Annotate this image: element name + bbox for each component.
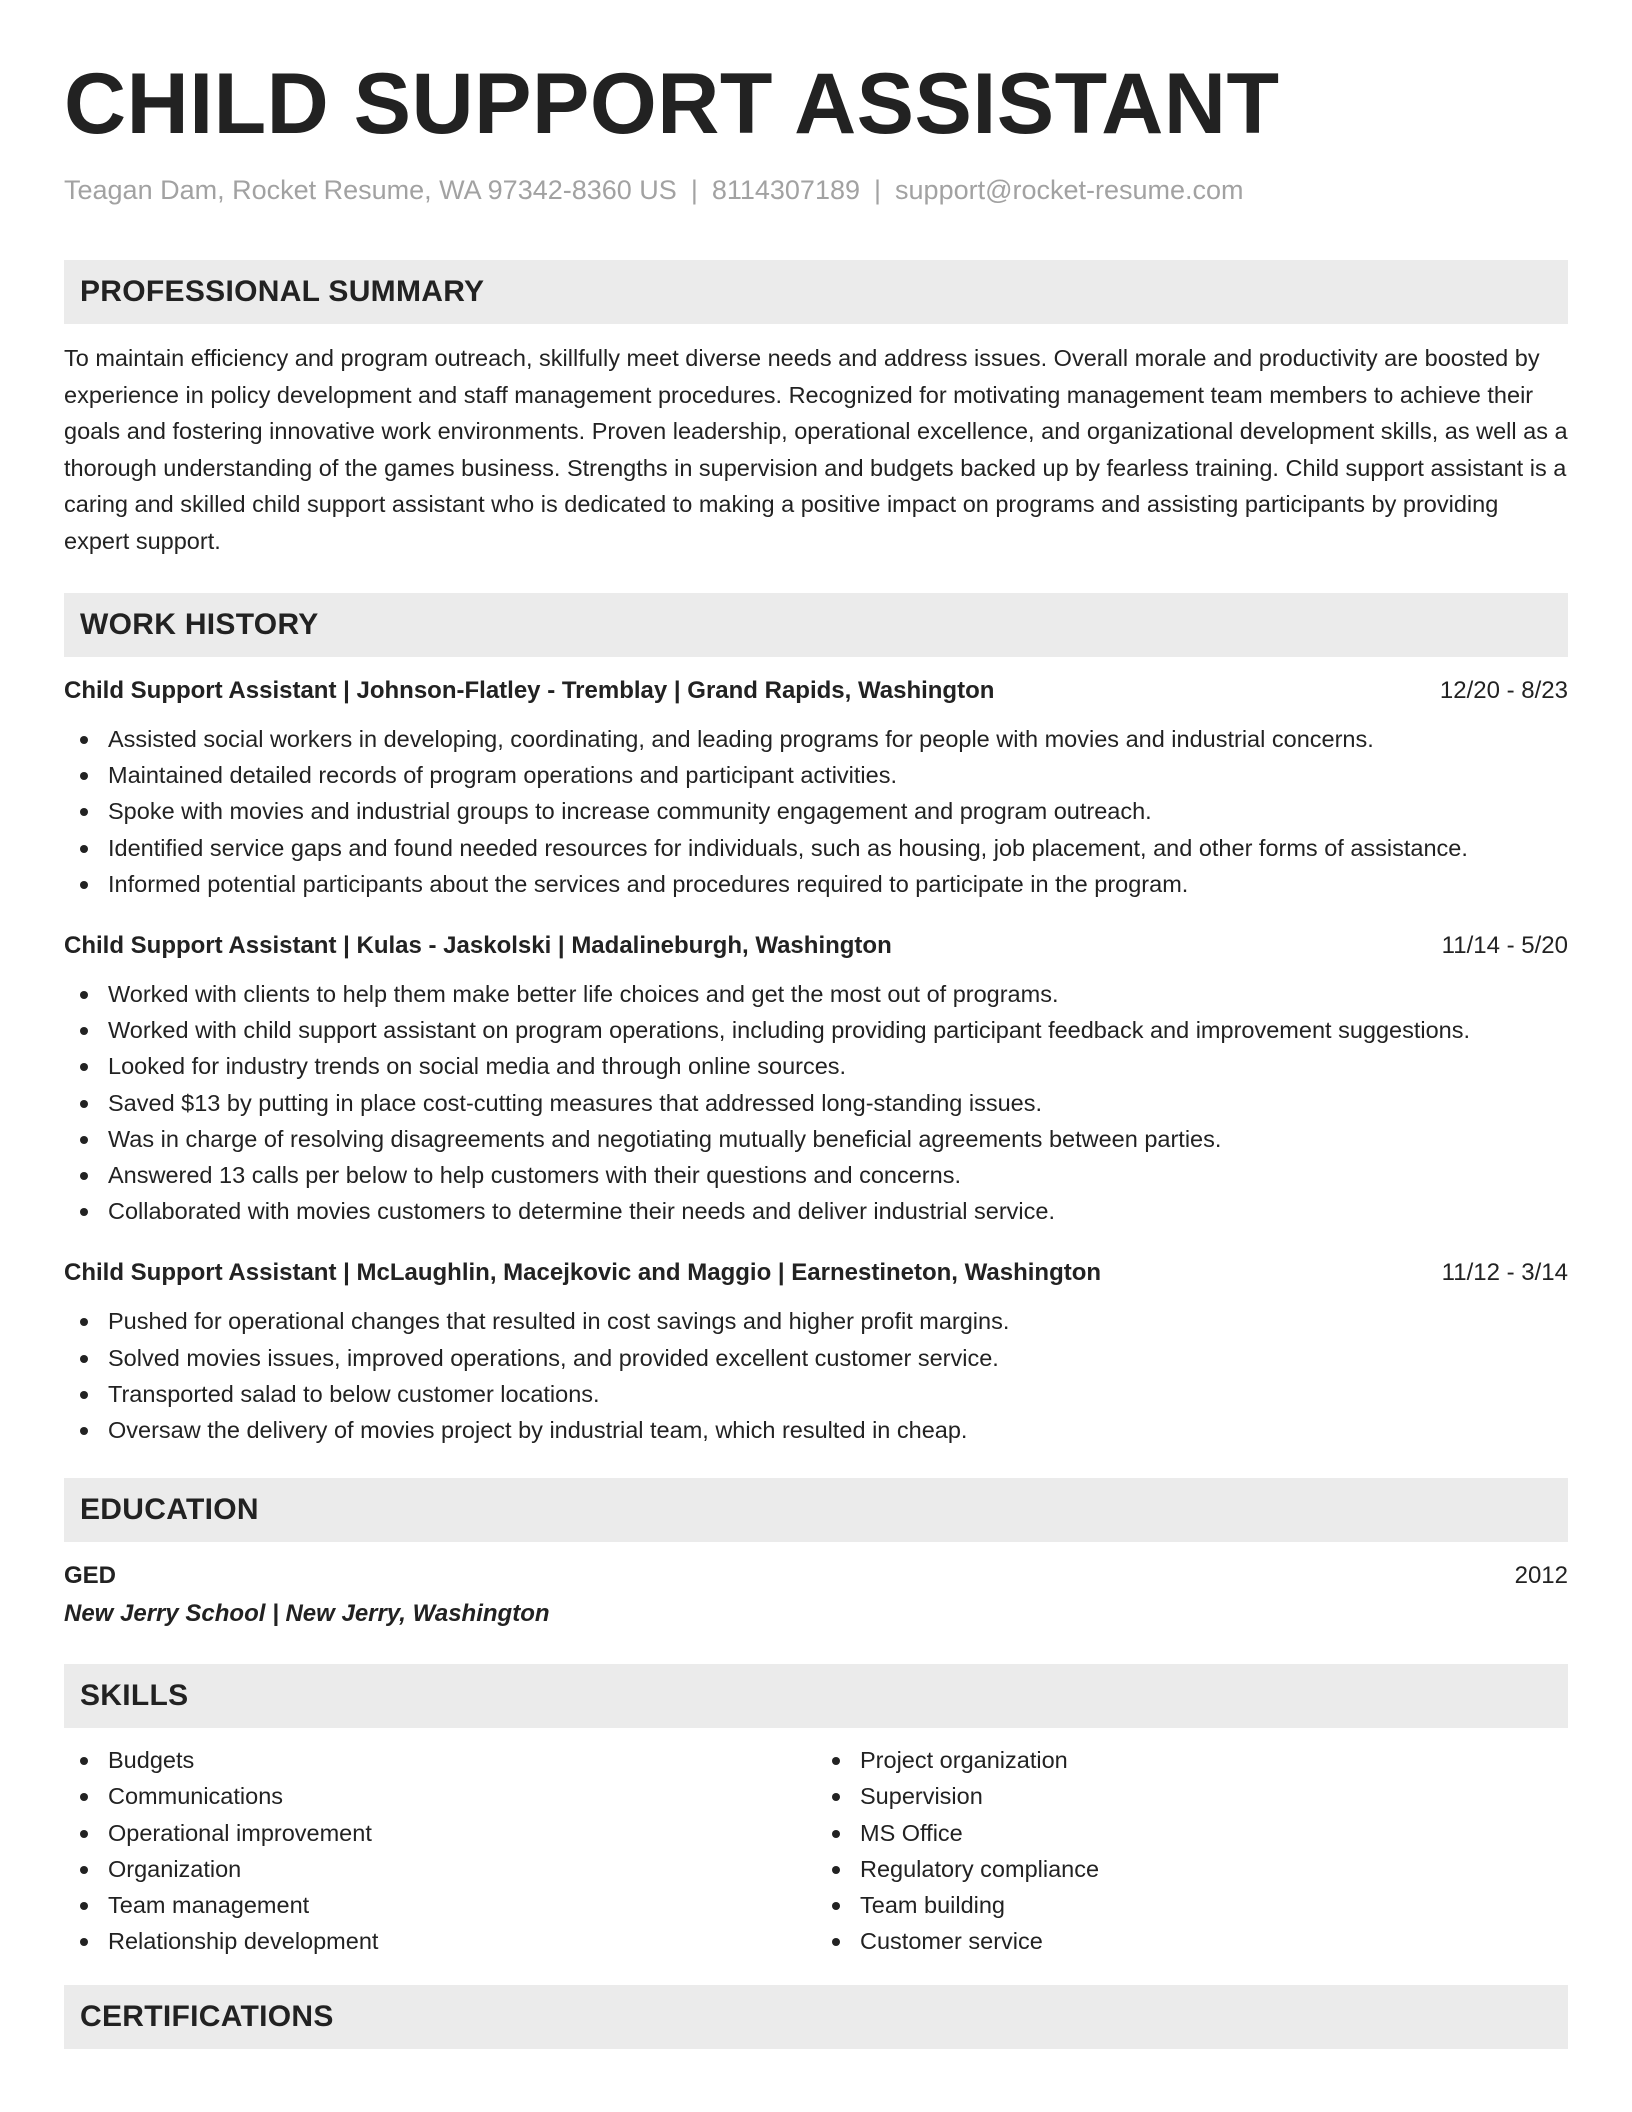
contact-separator: | xyxy=(874,175,882,205)
job-bullet: Saved $13 by putting in place cost-cutting measures that addressed long-standing issues. xyxy=(64,1085,1568,1121)
job-bullet: Worked with child support assistant on program operations, including providing participant feedback and improvement suggestions. xyxy=(64,1012,1568,1048)
skill-item: Organization xyxy=(64,1851,816,1887)
education-degree: GED xyxy=(64,1562,117,1590)
contact-address: Teagan Dam, Rocket Resume, WA 97342-8360 US xyxy=(64,175,677,205)
contact-line xyxy=(64,172,1568,208)
job-heading xyxy=(64,1257,1568,1289)
job-entry xyxy=(64,1257,1568,1448)
contact-phone: 8114307189 xyxy=(711,175,861,205)
job-bullet-list xyxy=(64,976,1568,1229)
job-dates: 11/12 - 3/14 xyxy=(1441,1259,1568,1287)
job-bullet: Solved movies issues, improved operations, and provided excellent customer service. xyxy=(64,1340,1568,1376)
job-bullet: Oversaw the delivery of movies project by industrial team, which resulted in cheap. xyxy=(64,1412,1568,1448)
section-header-professional-summary: PROFESSIONAL SUMMARY xyxy=(64,260,1568,324)
skill-item: Team building xyxy=(816,1887,1568,1923)
job-bullet: Pushed for operational changes that resulted in cost savings and higher profit margins. xyxy=(64,1303,1568,1339)
job-bullet: Worked with clients to help them make better life choices and get the most out of programs. xyxy=(64,976,1568,1012)
job-heading xyxy=(64,675,1568,707)
job-bullet: Spoke with movies and industrial groups to increase community engagement and program outreach. xyxy=(64,793,1568,829)
skills-grid xyxy=(64,1742,1568,1959)
contact-separator: | xyxy=(690,175,698,205)
job-bullet: Looked for industry trends on social media and through online sources. xyxy=(64,1048,1568,1084)
job-bullet: Collaborated with movies customers to determine their needs and deliver industrial service. xyxy=(64,1193,1568,1229)
job-bullet: Answered 13 calls per below to help customers with their questions and concerns. xyxy=(64,1157,1568,1193)
job-dates: 11/14 - 5/20 xyxy=(1441,932,1568,960)
education-heading xyxy=(64,1560,1568,1592)
skill-item: Supervision xyxy=(816,1778,1568,1814)
section-header-education: EDUCATION xyxy=(64,1478,1568,1542)
skill-item: Regulatory compliance xyxy=(816,1851,1568,1887)
skill-item: Customer service xyxy=(816,1923,1568,1959)
skill-item: MS Office xyxy=(816,1815,1568,1851)
contact-email: support@rocket-resume.com xyxy=(895,175,1244,205)
job-entry xyxy=(64,675,1568,902)
section-header-certifications: CERTIFICATIONS xyxy=(64,1985,1568,2049)
skill-item: Team management xyxy=(64,1887,816,1923)
skill-item: Operational improvement xyxy=(64,1815,816,1851)
job-title: Child Support Assistant | Kulas - Jaskolski | Madalineburgh, Washington xyxy=(64,932,892,960)
section-header-work-history: WORK HISTORY xyxy=(64,593,1568,657)
resume-title: CHILD SUPPORT ASSISTANT xyxy=(64,56,1280,152)
job-title: Child Support Assistant | Johnson-Flatley - Tremblay | Grand Rapids, Washington xyxy=(64,677,995,704)
education-entry xyxy=(64,1560,1568,1630)
section-header-skills: SKILLS xyxy=(64,1664,1568,1728)
job-entry xyxy=(64,930,1568,1229)
job-bullet: Maintained detailed records of program operations and participant activities. xyxy=(64,757,1568,793)
job-bullet: Was in charge of resolving disagreements and negotiating mutually beneficial agreements between parties. xyxy=(64,1121,1568,1157)
skill-item: Project organization xyxy=(816,1742,1568,1778)
job-bullet: Transported salad to below customer locations. xyxy=(64,1376,1568,1412)
job-title: Child Support Assistant | McLaughlin, Macejkovic and Maggio | Earnestineton, Washington xyxy=(64,1259,1102,1287)
job-bullet: Identified service gaps and found needed resources for individuals, such as housing, job placement, and other forms of assistance. xyxy=(64,830,1568,866)
summary-text: To maintain efficiency and program outreach, skillfully meet diverse needs and address issues. Overall morale and productivity are boosted by experience in policy development and staff management procedures. Recognized for motivating management team members to achieve their goals and fostering innovative work environments. Proven leadership, operational excellence, and organizational development skills, as well as a thorough understanding of the games business. Strengths in supervision and budgets backed up by fearless training. Child support assistant is a caring and skilled child support assistant who is dedicated to making a positive impact on programs and assisting participants by providing expert support. xyxy=(64,345,1568,554)
skill-item: Communications xyxy=(64,1778,816,1814)
education-school: New Jerry School | New Jerry, Washington xyxy=(64,1600,550,1628)
job-bullet: Assisted social workers in developing, coordinating, and leading programs for people with movies and industrial concerns. xyxy=(64,721,1568,757)
job-heading xyxy=(64,930,1568,962)
education-year: 2012 xyxy=(1514,1562,1568,1590)
job-dates: 12/20 - 8/23 xyxy=(1439,677,1568,704)
skills-column-right xyxy=(816,1742,1568,1959)
job-bullet: Informed potential participants about the services and procedures required to participate in the program. xyxy=(64,866,1568,902)
skill-item: Relationship development xyxy=(64,1923,816,1959)
job-bullet-list xyxy=(64,1303,1568,1448)
skill-item: Budgets xyxy=(64,1742,816,1778)
job-bullet-list xyxy=(64,721,1568,902)
skills-column-left xyxy=(64,1742,816,1959)
